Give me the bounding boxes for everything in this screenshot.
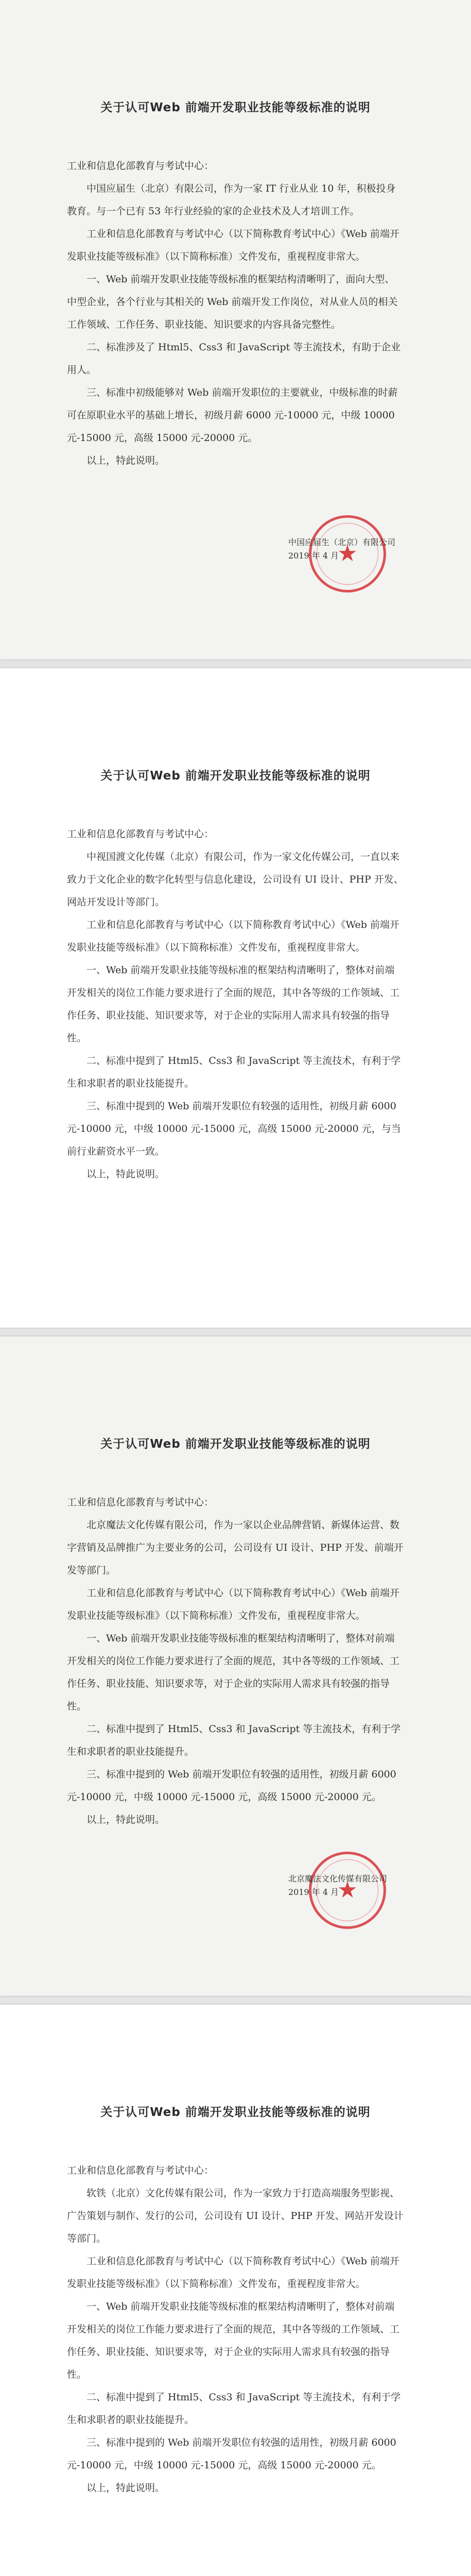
document-page bbox=[0, 2005, 471, 2576]
recipient-line: 工业和信息化部教育与考试中心： bbox=[67, 160, 214, 172]
page-title: 关于认可Web 前端开发职业技能等级标准的说明 bbox=[100, 1437, 371, 1451]
letter-paragraph: 工业和信息化部教育与考试中心（以下简称教育考试中心）《Web 前端开发职业技能等级标准》（以下简称标准）文件发布，重视程度非常大。 bbox=[67, 228, 399, 262]
letter-paragraph: 工业和信息化部教育与考试中心（以下简称教育考试中心）《Web 前端开发职业技能等级标准》（以下简称标准）文件发布，重视程度非常大。 bbox=[67, 2256, 399, 2290]
page-title: 关于认可Web 前端开发职业技能等级标准的说明 bbox=[100, 101, 371, 114]
signature-line: 2019 年 4 月 bbox=[288, 551, 339, 561]
signature-line: 2019 年 4 月 bbox=[288, 1887, 339, 1897]
letter-body bbox=[67, 1491, 404, 1831]
letter-paragraph: 二、标准涉及了 Html5、Css3 和 JavaScript 等主流技术，有助于企业用人。 bbox=[67, 342, 401, 376]
company-seal-icon: ★ bbox=[309, 515, 386, 592]
signature-block bbox=[288, 536, 422, 563]
signature-line: 中国应届生（北京）有限公司 bbox=[288, 537, 396, 547]
letter-paragraph: 中国应届生（北京）有限公司，作为一家 IT 行业从业 10 年，积极投身教育。与一个已有 53 年行业经验的家的企业技术及人才培训工作。 bbox=[67, 183, 396, 217]
letter-paragraph: 工业和信息化部教育与考试中心（以下简称教育考试中心）《Web 前端开发职业技能等级标准》（以下简称标准）文件发布，重视程度非常大。 bbox=[67, 919, 399, 953]
letter-paragraph: 工业和信息化部教育与考试中心（以下简称教育考试中心）《Web 前端开发职业技能等级标准》（以下简称标准）文件发布，重视程度非常大。 bbox=[67, 1587, 399, 1621]
recipient-line: 工业和信息化部教育与考试中心： bbox=[67, 2165, 214, 2176]
letter-paragraph: 三、标准中初级能够对 Web 前端开发职位的主要就业，中级标准的时薪可在原职业水平的基础上增长，初级月薪 6000 元-10000 元，中级 10000 元-15000 元，高级 15000 元-20000 元。 bbox=[67, 387, 398, 444]
letter-paragraph: 一、Web 前端开发职业技能等级标准的框架结构清晰明了，整体对前端开发相关的岗位工作能力要求进行了全面的规范，其中各等级的工作领域、工作任务、职业技能、知识要求等，对于企业的实际用人需求具有较强的指导性。 bbox=[67, 2301, 400, 2380]
letter-paragraph: 二、标准中提到了 Html5、Css3 和 JavaScript 等主流技术，有利于学生和求职者的职业技能提升。 bbox=[67, 1055, 401, 1089]
letter-paragraph: 以上，特此说明。 bbox=[86, 1168, 165, 1180]
letter-paragraph: 以上，特此说明。 bbox=[86, 455, 165, 466]
document-page bbox=[0, 1336, 471, 1996]
recipient-line: 工业和信息化部教育与考试中心： bbox=[67, 1497, 214, 1508]
letter-paragraph: 以上，特此说明。 bbox=[86, 1814, 165, 1825]
letter-paragraph: 三、标准中提到的 Web 前端开发职位有较强的适用性，初级月薪 6000 元-10000 元，中级 10000 元-15000 元，高级 15000 元-20000 元。 bbox=[67, 1769, 396, 1803]
letter-paragraph: 三、标准中提到的 Web 前端开发职位有较强的适用性，初级月薪 6000 元-10000 元，中级 10000 元-15000 元，高级 15000 元-20000 元。 bbox=[67, 2437, 396, 2471]
letter-body bbox=[67, 823, 404, 1185]
letter-paragraph: 软铁（北京）文化传媒有限公司，作为一家致力于打造高端服务型影视、广告策划与制作、发行的公司，公司设有 UI 设计、PHP 开发、网站开发设计等部门。 bbox=[67, 2188, 404, 2244]
signature-block bbox=[288, 1872, 422, 1899]
letter-paragraph: 一、Web 前端开发职业技能等级标准的框架结构清晰明了，面向大型、中型企业，各个行业与其相关的 Web 前端开发工作岗位，对从业人员的相关工作领域、工作任务、职业技能、知识要求的内容具备完整性。 bbox=[67, 274, 398, 330]
letter-paragraph: 一、Web 前端开发职业技能等级标准的框架结构清晰明了，整体对前端开发相关的岗位工作能力要求进行了全面的规范，其中各等级的工作领域、工作任务、职业技能、知识要求等，对于企业的实际用人需求具有较强的指导性。 bbox=[67, 964, 400, 1044]
letter-paragraph: 一、Web 前端开发职业技能等级标准的框架结构清晰明了，整体对前端开发相关的岗位工作能力要求进行了全面的规范，其中各等级的工作领域、工作任务、职业技能、知识要求等，对于企业的实际用人需求具有较强的指导性。 bbox=[67, 1633, 400, 1712]
letter-paragraph: 二、标准中提到了 Html5、Css3 和 JavaScript 等主流技术，有利于学生和求职者的职业技能提升。 bbox=[67, 2392, 401, 2426]
letter-paragraph: 二、标准中提到了 Html5、Css3 和 JavaScript 等主流技术，有利于学生和求职者的职业技能提升。 bbox=[67, 1723, 401, 1757]
document-page bbox=[0, 668, 471, 1328]
letter-paragraph: 三、标准中提到的 Web 前端开发职位有较强的适用性，初级月薪 6000 元-10000 元，中级 10000 元-15000 元，高级 15000 元-20000 元，与当前行业薪资水平一致。 bbox=[67, 1100, 401, 1157]
company-seal-icon: ★ bbox=[309, 1852, 386, 1929]
page-title: 关于认可Web 前端开发职业技能等级标准的说明 bbox=[100, 2106, 371, 2119]
document-page bbox=[0, 0, 471, 659]
letter-paragraph: 以上，特此说明。 bbox=[86, 2482, 165, 2494]
page-title: 关于认可Web 前端开发职业技能等级标准的说明 bbox=[100, 769, 371, 783]
letter-paragraph: 北京魔法文化传媒有限公司，作为一家以企业品牌营销、新媒体运营、数字营销及品牌推广为主要业务的公司，公司设有 UI 设计、PHP 开发、前端开发等部门。 bbox=[67, 1519, 404, 1576]
letter-body bbox=[67, 155, 404, 472]
signature-line: 北京魔法文化传媒有限公司 bbox=[288, 1874, 388, 1884]
letter-paragraph: 中视国渡文化传媒（北京）有限公司，作为一家文化传媒公司，一直以来致力于文化企业的数字化转型与信息化建设，公司设有 UI 设计、PHP 开发、网站开发设计等部门。 bbox=[67, 851, 404, 908]
recipient-line: 工业和信息化部教育与考试中心： bbox=[67, 828, 214, 840]
letter-body bbox=[67, 2159, 404, 2499]
